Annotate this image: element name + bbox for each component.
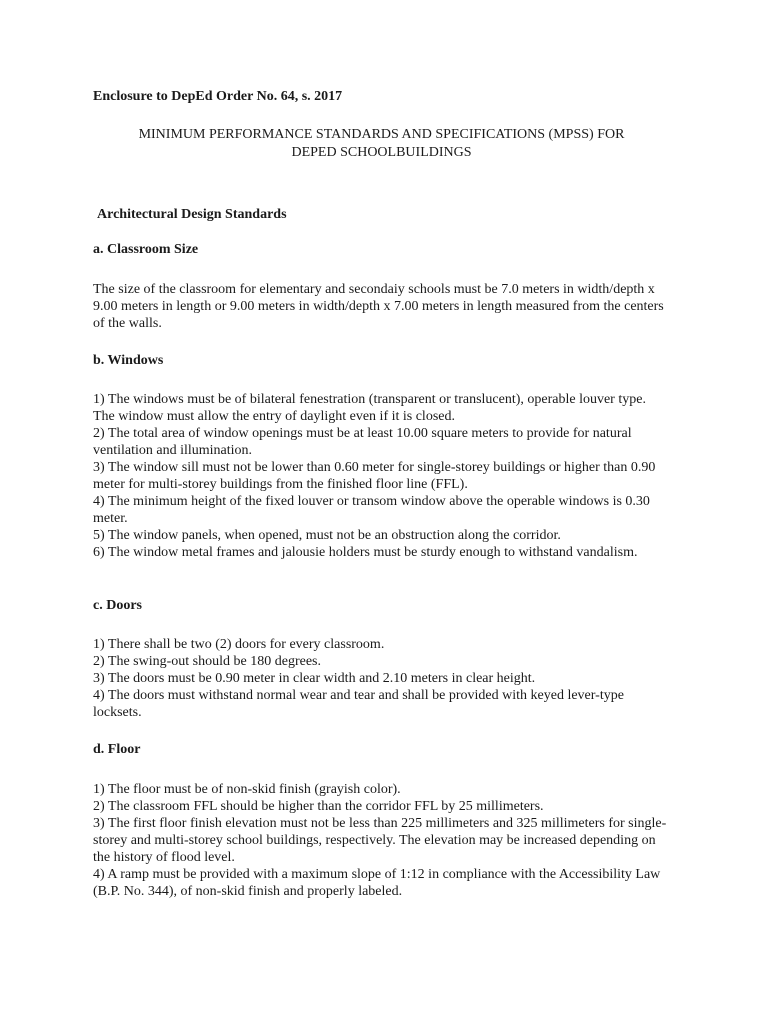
floor-item: 1) The floor must be of non-skid finish (grayish color). [93,782,401,797]
enclosure-line: Enclosure to DepEd Order No. 64, s. 2017 [93,89,343,104]
document-title-line-2: DEPED SCHOOLBUILDINGS [291,145,472,160]
doors-item: 2) The swing-out should be 180 degrees. [93,654,321,669]
windows-item: 5) The window panels, when opened, must not be an obstruction along the corridor. [93,528,561,543]
floor-item: 3) The first floor finish elevation must not be less than 225 millimeters and 325 millimeters for single-storey and multi-storey school buildings, respectively. The elevation may be increased depending on the history of flood level. [93,816,667,865]
doors-item: 1) There shall be two (2) doors for every classroom. [93,637,385,652]
heading-floor: d. Floor [93,742,141,757]
doors-item: 3) The doors must be 0.90 meter in clear width and 2.10 meters in clear height. [93,671,536,686]
windows-item: 3) The window sill must not be lower than 0.60 meter for single-storey buildings or higher than 0.90 meter for multi-storey buildings from the finished floor line (FFL). [93,460,656,492]
section-heading-architectural: Architectural Design Standards [97,207,287,222]
windows-item: 6) The window metal frames and jalousie holders must be sturdy enough to withstand vandalism. [93,545,638,560]
floor-list [93,781,670,900]
doors-item: 4) The doors must withstand normal wear and tear and shall be provided with keyed lever-type locksets. [93,688,624,720]
heading-windows: b. Windows [93,353,164,368]
windows-item: 2) The total area of window openings must be at least 10.00 square meters to provide for natural ventilation and illumination. [93,426,632,458]
windows-list [93,391,670,561]
heading-classroom-size: a. Classroom Size [93,242,199,257]
windows-item: 4) The minimum height of the fixed louver or transom window above the operable windows is 0.30 meter. [93,494,650,526]
doors-list [93,636,670,721]
windows-item: 1) The windows must be of bilateral fenestration (transparent or translucent), operable louver type. The window must allow the entry of daylight even if it is closed. [93,392,646,424]
heading-doors: c. Doors [93,598,142,613]
paragraph-classroom-size: The size of the classroom for elementary and secondaiy schools must be 7.0 meters in width/depth x 9.00 meters in length or 9.00 meters in width/depth x 7.00 meters in length measured from the centers of the walls. [93,282,664,331]
floor-item: 2) The classroom FFL should be higher than the corridor FFL by 25 millimeters. [93,799,544,814]
document-title-line-1: MINIMUM PERFORMANCE STANDARDS AND SPECIFICATIONS (MPSS) FOR [138,127,625,142]
floor-item: 4) A ramp must be provided with a maximum slope of 1:12 in compliance with the Accessibility Law (B.P. No. 344), of non-skid finish and properly labeled. [93,867,661,899]
